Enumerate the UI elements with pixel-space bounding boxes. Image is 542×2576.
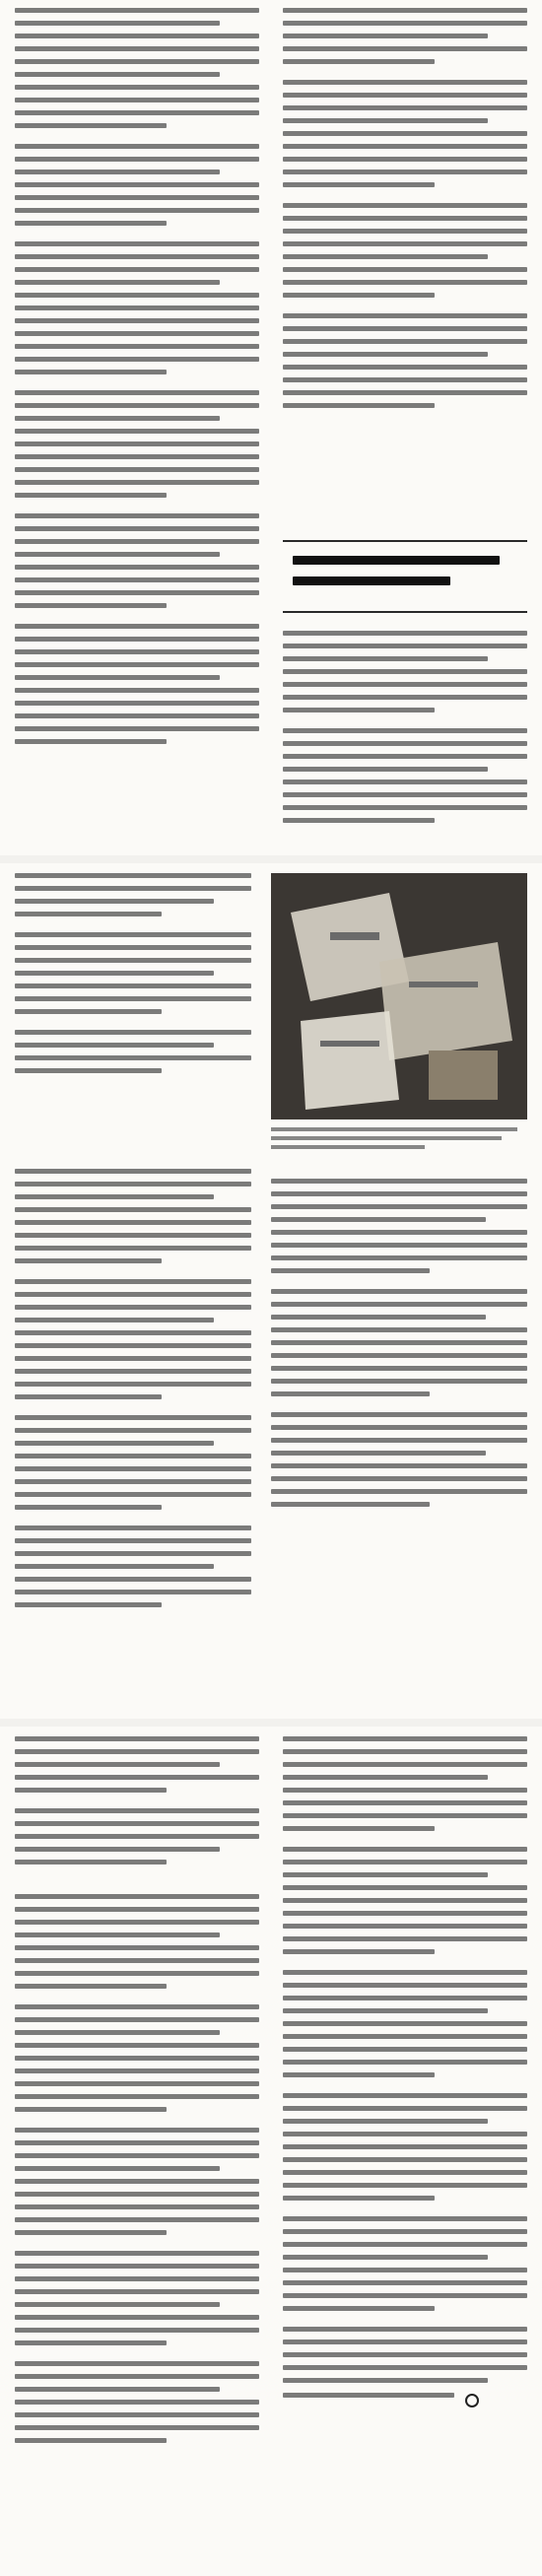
column-right-lower bbox=[283, 631, 527, 831]
page-424 bbox=[0, 1727, 542, 2576]
end-mark bbox=[465, 2394, 479, 2407]
folio-424 bbox=[15, 2554, 19, 2567]
photo-caption bbox=[271, 1127, 527, 1154]
column-left bbox=[15, 873, 251, 1081]
page-423 bbox=[0, 863, 542, 1719]
column-left-lower bbox=[15, 1894, 259, 2451]
column-left bbox=[15, 8, 259, 752]
pull-quote bbox=[283, 540, 527, 613]
column-left-lower bbox=[15, 1169, 251, 1615]
folio-423 bbox=[523, 1697, 527, 1710]
column-right bbox=[283, 1736, 527, 2409]
column-right-lower bbox=[271, 1179, 527, 1515]
page-422 bbox=[0, 0, 542, 855]
leaflet-photo bbox=[271, 873, 527, 1119]
column-right bbox=[283, 8, 527, 416]
column-left bbox=[15, 1736, 259, 1872]
folio-422 bbox=[15, 834, 19, 847]
leaflet-photo-image bbox=[271, 873, 527, 1119]
